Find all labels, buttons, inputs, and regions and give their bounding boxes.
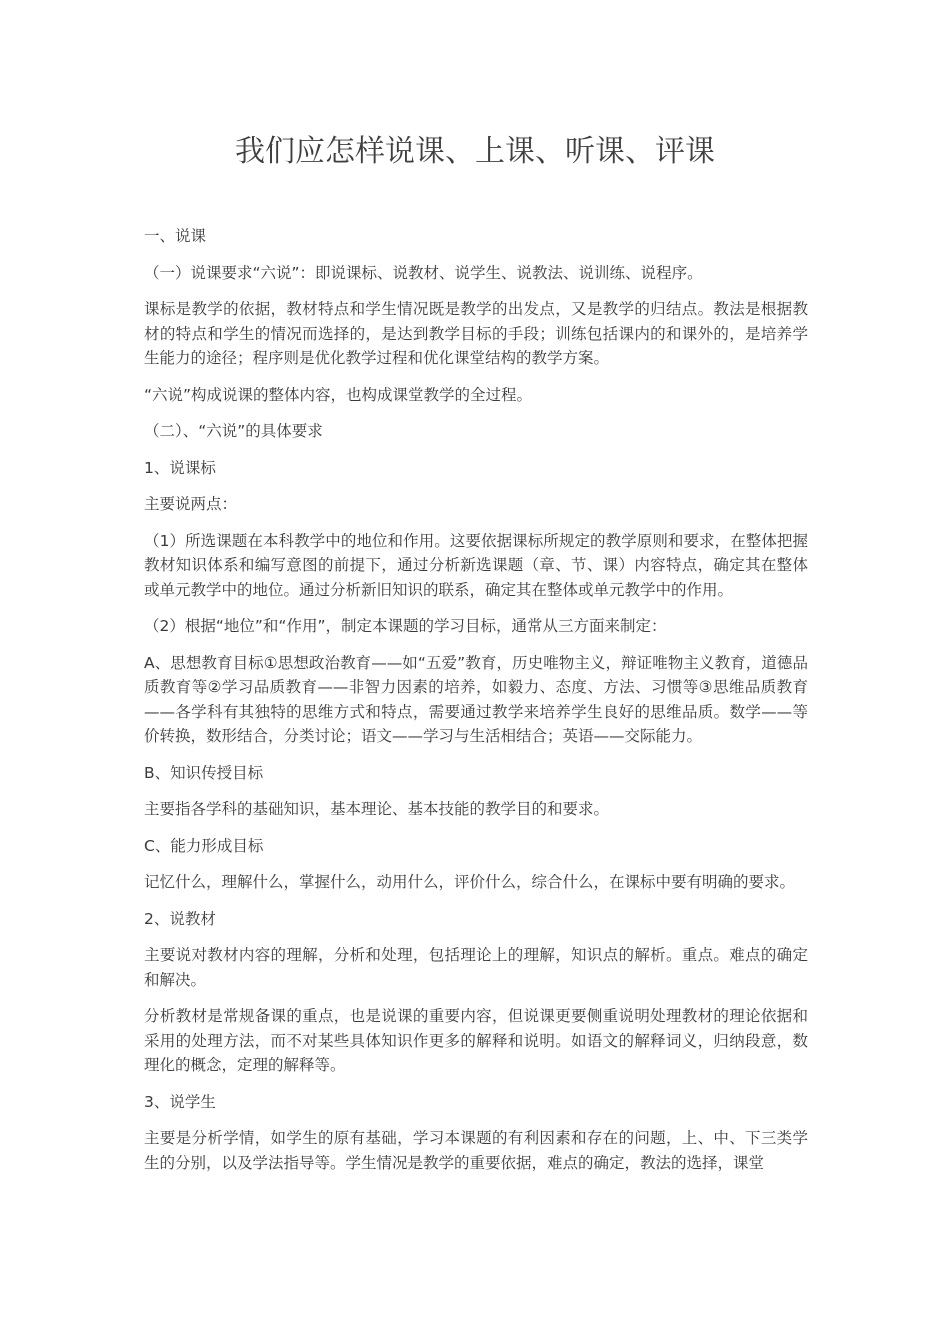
section-heading: 一、说课 bbox=[144, 227, 207, 245]
body-paragraph: （1）所选课题在本科教学中的地位和作用。这要依据课标所规定的教学原则和要求，在整体把握教材知识体系和编写意图的前提下，通过分析新选课题（章、节、课）内容特点，确定其在整体或单元教学中的地位。通过分析新旧知识的联系，确定其在整体或单元教学中的作用。 bbox=[144, 531, 808, 599]
item-heading: 3、说学生 bbox=[144, 1092, 216, 1111]
body-paragraph: 主要是分析学情，如学生的原有基础，学习本课题的有利因素和存在的问题，上、中、下三类学生的分别，以及学法指导等。学生情况是教学的重要依据，难点的确定，教法的选择，课堂 bbox=[144, 1129, 808, 1172]
document-body bbox=[144, 224, 808, 1187]
item-heading: C、能力形成目标 bbox=[144, 836, 264, 855]
body-paragraph: A、思想教育目标①思想政治教育——如“五爱”教育，历史唯物主义，辩证唯物主义教育，道德品质教育等②学习品质教育——非智力因素的培养，如毅力、态度、方法、习惯等③思维品质教育——各学科有其独特的思维方式和特点，需要通过教学来培养学生良好的思维品质。数学——等价转换，数形结合，分类讨论；语文——学习与生活相结合；英语——交际能力。 bbox=[144, 653, 808, 745]
body-paragraph: （2）根据“地位”和“作用”，制定本课题的学习目标，通常从三方面来制定： bbox=[144, 617, 667, 635]
body-paragraph: 分析教材是常规备课的重点，也是说课的重要内容，但说课更要侧重说明处理教材的理论依据和采用的处理方法，而不对某些具体知识作更多的解释和说明。如语文的解释词义，归纳段意，数理化的概念，定理的解释等。 bbox=[144, 1007, 808, 1074]
body-paragraph: 课标是教学的依据，教材特点和学生情况既是教学的出发点，又是教学的归结点。教法是根据教材的特点和学生的情况而选择的，是达到教学目标的手段；训练包括课内的和课外的，是培养学生能力的途径；程序则是优化教学过程和优化课堂结构的教学方案。 bbox=[144, 300, 808, 367]
body-paragraph: 主要指各学科的基础知识，基本理论、基本技能的教学目的和要求。 bbox=[144, 800, 610, 818]
body-paragraph: 记忆什么，理解什么，掌握什么，动用什么，评价什么，综合什么，在课标中要有明确的要求。 bbox=[144, 873, 796, 891]
item-heading: 2、说教材 bbox=[144, 909, 216, 928]
body-paragraph: “六说”构成说课的整体内容，也构成课堂教学的全过程。 bbox=[144, 385, 533, 404]
body-paragraph: 主要说两点： bbox=[144, 495, 238, 513]
subsection-heading: （二）、“六说”的具体要求 bbox=[144, 422, 323, 440]
item-heading: B、知识传授目标 bbox=[144, 763, 264, 782]
document-title: 我们应怎样说课、上课、听课、评课 bbox=[235, 134, 715, 169]
body-paragraph: 主要说对教材内容的理解，分析和处理，包括理论上的理解，知识点的解析。重点。难点的确定和解决。 bbox=[144, 946, 808, 989]
item-heading: 1、说课标 bbox=[144, 458, 216, 477]
subsection-heading: （一）说课要求“六说”：即说课标、说教材、说学生、说教法、说训练、说程序。 bbox=[144, 263, 703, 282]
